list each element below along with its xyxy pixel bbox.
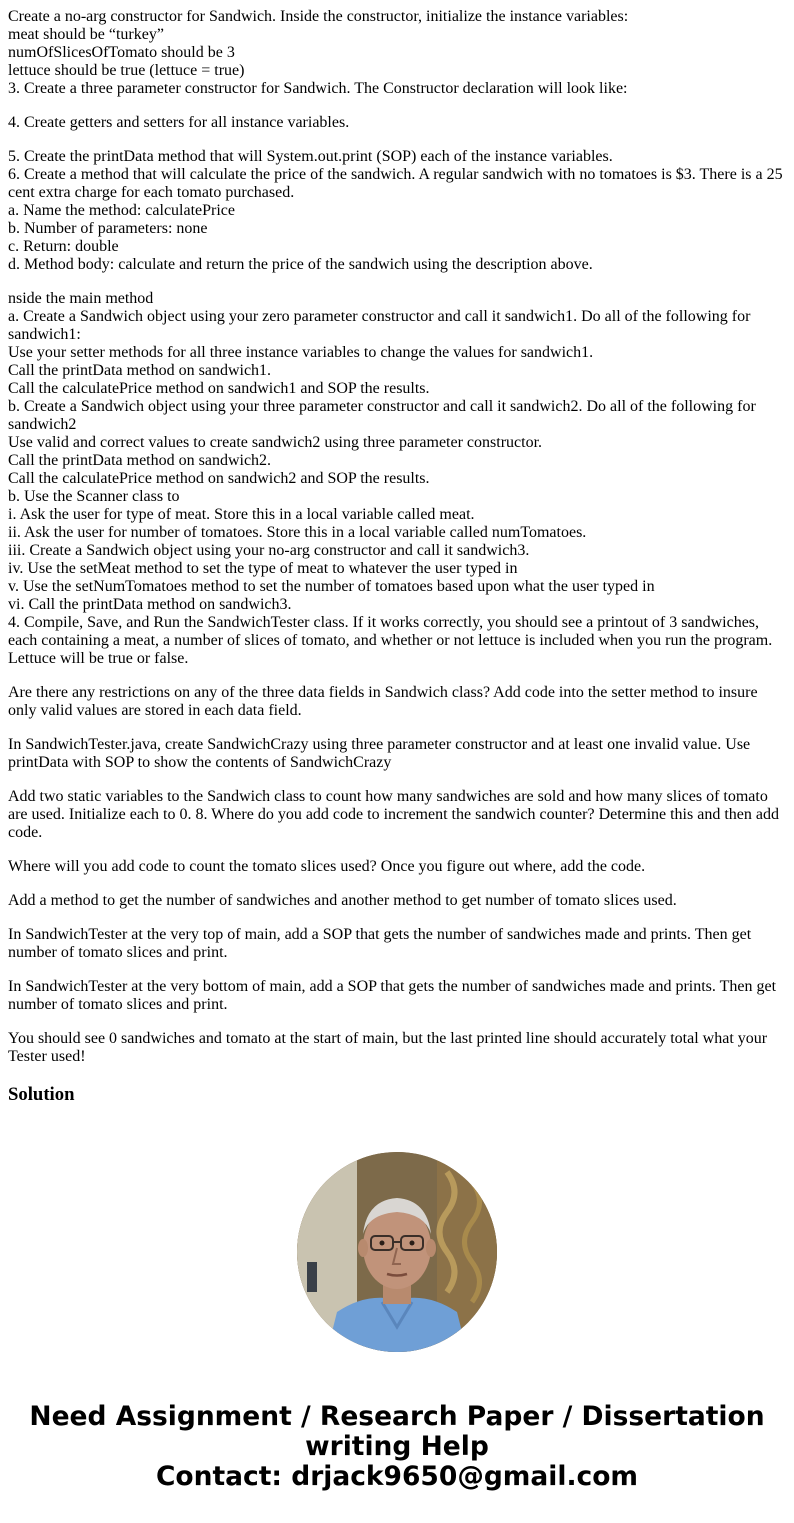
paragraph [8, 1030, 786, 1066]
text-line: Create a no-arg constructor for Sandwich. Inside the constructor, initialize the instance variables: [8, 8, 629, 25]
text-line: ii. Ask the user for number of tomatoes. Store this in a local variable called numTomatoes. [8, 524, 587, 541]
text-line: Call the printData method on sandwich1. [8, 362, 272, 379]
text-line: Add two static variables to the Sandwich class to count how many sandwiches are sold and how many slices of tomato are used. Initialize each to 0. 8. Where do you add code to increment the sandwich counter? Determine this and then add code. [8, 788, 779, 841]
paragraph [8, 148, 786, 274]
text-line: Add a method to get the number of sandwiches and another method to get number of tomato slices used. [8, 892, 677, 909]
text-line: 4. Compile, Save, and Run the SandwichTester class. If it works correctly, you should see a printout of 3 sandwiches, each containing a meat, a number of slices of tomato, and whether or not lettuce is included when you run the program. Lettuce will be true or false. [8, 614, 773, 667]
ad-line-3: Contact: drjack9650@gmail.com [155, 1461, 639, 1492]
text-line: v. Use the setNumTomatoes method to set the number of tomatoes based upon what the user typed in [8, 578, 655, 595]
text-line: lettuce should be true (lettuce = true) [8, 62, 245, 79]
paragraph [8, 892, 786, 910]
text-line: iii. Create a Sandwich object using your no-arg constructor and call it sandwich3. [8, 542, 530, 559]
text-line: b. Use the Scanner class to [8, 488, 180, 505]
text-line: Call the calculatePrice method on sandwich2 and SOP the results. [8, 470, 430, 487]
paragraph [8, 978, 786, 1014]
solution-heading: Solution [8, 1084, 75, 1105]
text-line: iv. Use the setMeat method to set the type of meat to whatever the user typed in [8, 560, 518, 577]
text-line: b. Number of parameters: none [8, 220, 208, 237]
paragraph [8, 684, 786, 720]
text-line: a. Create a Sandwich object using your zero parameter constructor and call it sandwich1. Do all of the following for sandwich1: [8, 308, 751, 343]
text-line: 3. Create a three parameter constructor for Sandwich. The Constructor declaration will look like: [8, 80, 628, 97]
ad-line-2: writing Help [305, 1431, 489, 1462]
contact-ad [8, 1402, 786, 1492]
text-line: 6. Create a method that will calculate the price of the sandwich. A regular sandwich with no tomatoes is $3. There is a 25 cent extra charge for each tomato purchased. [8, 166, 783, 201]
text-line: In SandwichTester at the very bottom of main, add a SOP that gets the number of sandwiches made and prints. Then get number of tomato slices and print. [8, 978, 777, 1013]
text-line: numOfSlicesOfTomato should be 3 [8, 44, 235, 61]
paragraph [8, 114, 786, 132]
text-line: b. Create a Sandwich object using your three parameter constructor and call it sandwich2. Do all of the following for sandwich2 [8, 398, 756, 433]
text-line: c. Return: double [8, 238, 119, 255]
paragraph [8, 788, 786, 842]
paragraph [8, 926, 786, 962]
text-line: 4. Create getters and setters for all instance variables. [8, 114, 350, 131]
text-line: You should see 0 sandwiches and tomato at the start of main, but the last printed line should accurately total what your Tester used! [8, 1030, 768, 1065]
portrait-icon [297, 1152, 497, 1352]
text-line: Use valid and correct values to create sandwich2 using three parameter constructor. [8, 434, 543, 451]
text-line: Call the calculatePrice method on sandwich1 and SOP the results. [8, 380, 430, 397]
text-line: a. Name the method: calculatePrice [8, 202, 236, 219]
text-line: 5. Create the printData method that will System.out.print (SOP) each of the instance variables. [8, 148, 613, 165]
text-line: meat should be “turkey” [8, 26, 164, 43]
text-line: Call the printData method on sandwich2. [8, 452, 272, 469]
text-line: In SandwichTester at the very top of main, add a SOP that gets the number of sandwiches made and prints. Then get number of tomato slices and print. [8, 926, 752, 961]
paragraph [8, 736, 786, 772]
ad-line-1: Need Assignment / Research Paper / Dissertation [29, 1401, 765, 1432]
paragraph [8, 8, 786, 98]
text-line: Where will you add code to count the tomato slices used? Once you figure out where, add the code. [8, 858, 646, 875]
text-line: Are there any restrictions on any of the three data fields in Sandwich class? Add code into the setter method to insure only valid values are stored in each data field. [8, 684, 758, 719]
avatar-container [8, 1152, 786, 1352]
paragraph [8, 290, 786, 668]
text-line: d. Method body: calculate and return the price of the sandwich using the description above. [8, 256, 593, 273]
avatar [297, 1152, 497, 1352]
text-line: i. Ask the user for type of meat. Store this in a local variable called meat. [8, 506, 475, 523]
text-line: Use your setter methods for all three instance variables to change the values for sandwich1. [8, 344, 594, 361]
text-line: vi. Call the printData method on sandwich3. [8, 596, 292, 613]
text-line: In SandwichTester.java, create SandwichCrazy using three parameter constructor and at least one invalid value. Use printData with SOP to show the contents of SandwichCrazy [8, 736, 751, 771]
question-body [8, 8, 786, 1066]
paragraph [8, 858, 786, 876]
text-line: nside the main method [8, 290, 154, 307]
